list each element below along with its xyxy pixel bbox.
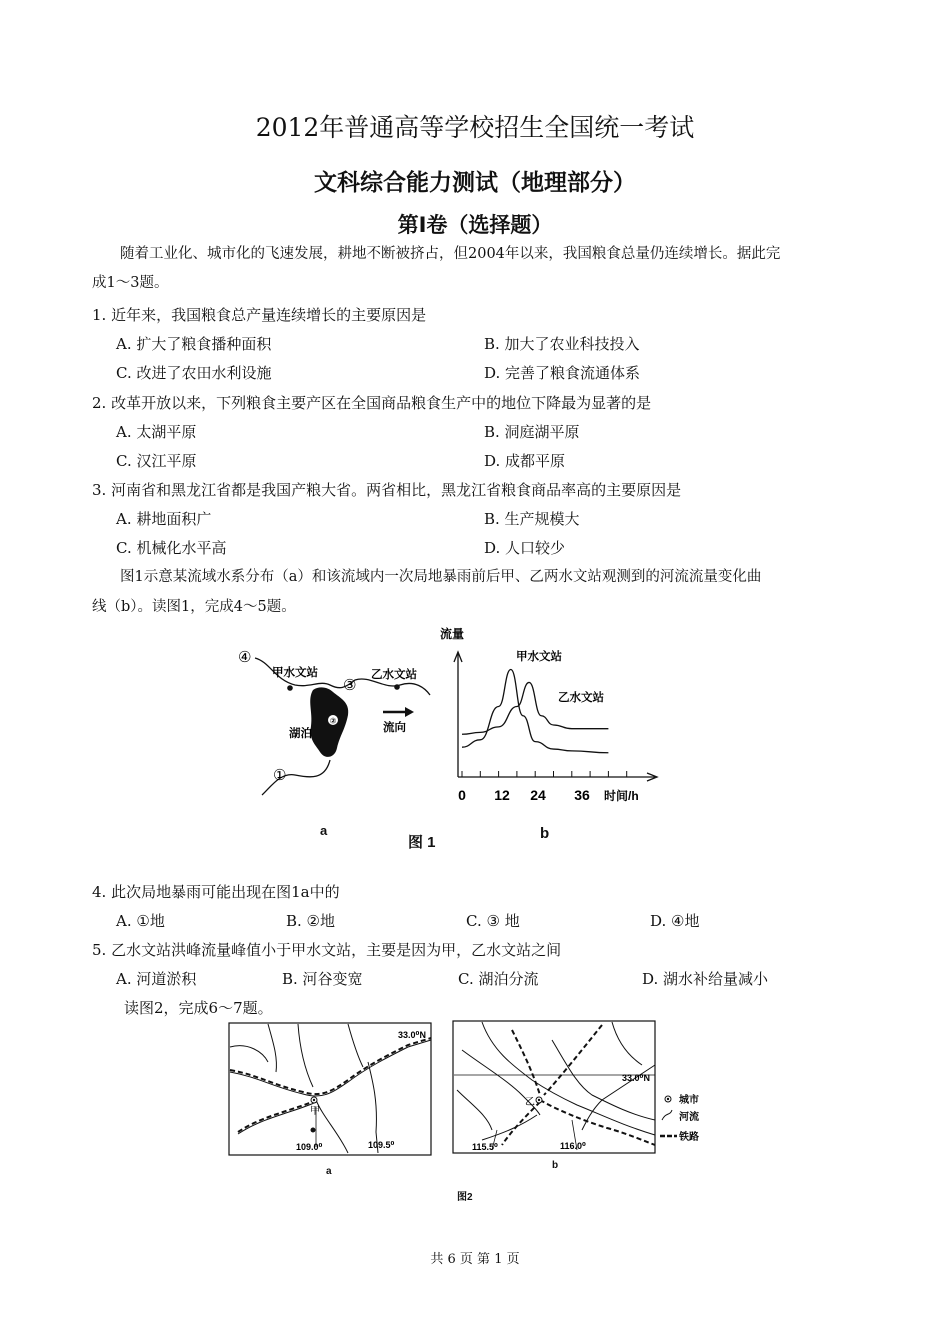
legend-rail-label: 铁路: [679, 1132, 699, 1143]
figure2a-label: a: [326, 1166, 332, 1177]
q3-option-b: B. 生产规模大: [484, 510, 580, 528]
intro1-line2: 成1～3题。: [92, 275, 169, 291]
chart-xlabel: 时间/h: [604, 789, 639, 803]
figure2b-map: [452, 1020, 657, 1155]
q2-option-c: C. 汉江平原: [116, 452, 197, 470]
map-frame: [229, 1023, 431, 1155]
tick-label-0: 0: [458, 787, 466, 803]
q2-option-d: D. 成都平原: [484, 452, 566, 470]
series-line-yi: [462, 682, 608, 734]
longitude-label-2: 109.5⁰: [368, 1140, 395, 1150]
q4-option-b: B. ②地: [286, 912, 336, 930]
subject-title: 文科综合能力测试（地理部分）: [314, 170, 636, 196]
station-yi-label: 乙水文站: [371, 669, 417, 681]
tick-label-12: 12: [494, 787, 510, 803]
tick-label-24: 24: [530, 787, 546, 803]
intro2-line2: 线（b）。读图1，完成4～5题。: [92, 599, 296, 615]
series-label-yi: 乙水文站: [558, 692, 604, 704]
q1-option-a: A. 扩大了粮食播种面积: [116, 335, 272, 353]
q5-option-c: C. 湖泊分流: [458, 970, 539, 988]
intro2-line1: 图1示意某流域水系分布（a）和该流域内一次局地暴雨前后甲、乙两水文站观测到的河流流量变化曲: [120, 569, 762, 585]
series-label-jia: 甲水文站: [516, 651, 562, 663]
q3-option-d: D. 人口较少: [484, 539, 566, 557]
q3-stem: 3. 河南省和黑龙江省都是我国产粮大省。两省相比，黑龙江省粮食商品率高的主要原因是: [92, 481, 682, 499]
chart-ylabel: 流量: [440, 627, 465, 641]
figure2-legend: [660, 1092, 720, 1144]
city-yi-dot: [538, 1099, 540, 1101]
station-yi-dot: [394, 684, 400, 690]
longitude-label-1: 115.5⁰: [472, 1142, 498, 1152]
city-yi-label: 乙: [525, 1097, 535, 1108]
part-title: 第Ⅰ卷（选择题）: [397, 213, 553, 237]
longitude-label-2: 116.0⁰: [560, 1141, 586, 1151]
station-jia-dot: [287, 685, 293, 691]
q2-stem: 2. 改革开放以来，下列粮食主要产区在全国商品粮食生产中的地位下降最为显著的是: [92, 394, 652, 412]
q2-option-a: A. 太湖平原: [116, 423, 197, 441]
q3-option-c: C. 机械化水平高: [116, 539, 227, 557]
q5-option-d: D. 湖水补给量减小: [642, 970, 769, 988]
intro1-line1: 随着工业化、城市化的飞速发展，耕地不断被挤占，但2004年以来，我国粮食总量仍连续增长。据此完: [120, 246, 781, 262]
q5-option-a: A. 河道淤积: [116, 970, 197, 988]
station-jia-label: 甲水文站: [272, 667, 318, 679]
page-footer: 共 6 页 第 1 页: [430, 1252, 520, 1267]
q5-option-b: B. 河谷变宽: [282, 970, 363, 988]
legend-city-label: 城市: [679, 1095, 699, 1106]
figure1-caption: 图 1: [408, 834, 436, 851]
figure1a-watershed-map: [225, 640, 435, 805]
x-axis-ticks: [462, 771, 627, 777]
tick-label-36: 36: [574, 787, 590, 803]
q3-option-a: A. 耕地面积广: [116, 510, 212, 528]
q1-option-d: D. 完善了粮食流通体系: [484, 364, 641, 382]
q4-option-a: A. ①地: [116, 912, 165, 930]
longitude-label-1: 109.0⁰: [296, 1142, 323, 1152]
figure2a-map: [228, 1022, 433, 1157]
q5-stem: 5. 乙水文站洪峰流量峰值小于甲水文站，主要是因为甲，乙水文站之间: [92, 941, 562, 959]
intro3: 读图2，完成6～7题。: [124, 999, 273, 1017]
latitude-label: 33.0⁰N: [622, 1073, 650, 1083]
legend-river-icon: [662, 1110, 672, 1120]
latitude-label: 33.0⁰N: [398, 1030, 426, 1040]
legend-city-icon-dot: [667, 1098, 669, 1100]
figure2-caption: 图2: [457, 1192, 473, 1203]
figure1a-label: a: [320, 823, 328, 838]
q4-stem: 4. 此次局地暴雨可能出现在图1a中的: [92, 883, 340, 901]
site-3-label: ③: [343, 677, 357, 694]
q4-option-d: D. ④地: [650, 912, 700, 930]
figure1b-label: b: [540, 825, 550, 842]
site-2-label: ②: [329, 716, 337, 726]
site-4-label: ④: [238, 649, 252, 666]
q2-option-b: B. 洞庭湖平原: [484, 423, 580, 441]
exam-title: 2012年普通高等学校招生全国统一考试: [255, 113, 695, 142]
legend-river-label: 河流: [679, 1112, 699, 1123]
figure2b-label: b: [552, 1160, 559, 1171]
site-1-label: ①: [273, 767, 287, 784]
q1-stem: 1. 近年来，我国粮食总产量连续增长的主要原因是: [92, 306, 427, 324]
q4-option-c: C. ③ 地: [466, 912, 520, 930]
flow-arrow-head: [405, 707, 414, 717]
flow-direction-label: 流向: [383, 722, 406, 734]
series-lines: [462, 670, 608, 753]
city-jia-label: 甲: [310, 1106, 320, 1117]
city-marker: [311, 1128, 316, 1133]
q1-option-b: B. 加大了农业科技投入: [484, 335, 640, 353]
q1-option-c: C. 改进了农田水利设施: [116, 364, 272, 382]
lake-label: 湖泊: [289, 728, 312, 740]
figure1b-discharge-chart: [430, 622, 670, 812]
series-line-jia: [462, 670, 608, 753]
city-jia-dot: [313, 1099, 315, 1101]
